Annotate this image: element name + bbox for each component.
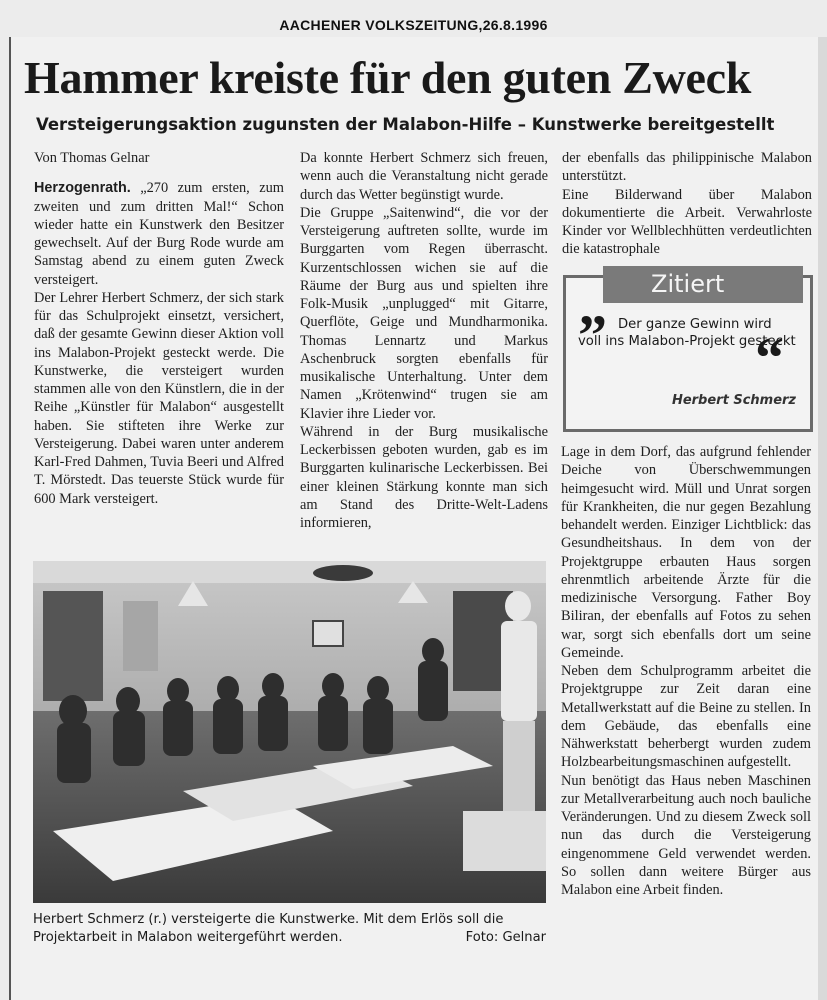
caption-text: Herbert Schmerz (r.) versteigerte die Kunstwerke. Mit dem Erlös soll die Projektarbeit in Malabon weitergeführt werden. <box>33 912 504 945</box>
article-subheadline: Versteigerungsaktion zugunsten der Malabon-Hilfe – Kunstwerke bereitgestellt <box>36 115 775 134</box>
paragraph-7: Eine Bilderwand über Malabon dokumentierte die Arbeit. Verwahrloste Kinder vor Wellblechhütten verdeutlichten die katastrophale <box>562 186 812 258</box>
paragraph-2: Der Lehrer Herbert Schmerz, der sich stark für das Schulprojekt einsetzt, versichert, daß der gesamte Gewinn dieser Aktion voll ins Malabon-Projekt gesteckt werde. Die Kunstwerke, die versteigert wurden stammen alle von den Künstlern, die in der Reihe „Künstler für Malabon“ ausgestellt haben. Sie stifteten ihre Werke zur Versteigerung. Dabei waren unter anderem Karl-Fred Dahmen, Tuvia Beeri und Alfred T. Mörstedt. Das teuerste Stück wurde für 600 Mark versteigert. <box>34 289 284 507</box>
article-column-3-bottom <box>561 443 811 899</box>
quote-text-content: Der ganze Gewinn wird voll ins Malabon-Projekt gesteckt <box>578 317 796 349</box>
article-column-3-top <box>562 149 812 259</box>
source-line: AACHENER VOLKSZEITUNG,26.8.1996 <box>279 17 548 33</box>
paragraph-8: Lage in dem Dorf, das aufgrund fehlender Deiche von Überschwemmungen heimgesucht wird. Müll und Unrat sorgen für Krankheiten, die nur gegen Bezahlung behandelt werden. Einziger Lichtblick: das Gesundheitshaus. In dem von der Projektgruppe erbauten Haus sorgen ehrenmtlich arbeitende Ärzte für die medizinische Versorgung. Father Boy Biliran, der ebenfalls auf Fotos zu sehen war, sorgt sich ebenfalls dort um seine Gemeinde. <box>561 444 811 661</box>
paragraph-3: Da konnte Herbert Schmerz sich freuen, wenn auch die Veranstaltung nicht gerade durch das Wetter begünstigt wurde. <box>300 150 548 203</box>
open-quote-icon: ” <box>578 303 607 368</box>
quote-box <box>563 270 813 432</box>
article-photo <box>33 561 546 903</box>
paragraph-9: Neben dem Schulprogramm arbeitet die Projektgruppe zur Zeit daran eine Metallwerkstatt auf die Beine zu stellen. In dem Gebäude, das ebenfalls eine Nähwerkstatt beherbergt wurden zudem Holzbearbeitungsmaschinen aufgestellt. <box>561 663 811 771</box>
paragraph-1-text: „270 zum ersten, zum zweiten und zum dritten Mal!“ Schon wieder hatte ein Kunstwerk den Besitzer gewechselt. Auf der Burg Rode wurde am Samstag abend zu einem guten Zweck versteigert. <box>34 180 284 288</box>
auction-room-photo <box>33 561 546 903</box>
photo-credit: Foto: Gelnar <box>465 930 546 945</box>
byline: Von Thomas Gelnar <box>34 150 150 166</box>
dateline: Herzogenrath. <box>34 180 131 197</box>
photo-caption <box>33 911 548 947</box>
paragraph-5: Während in der Burg musikalische Leckerbissen geboten wurden, gab es im Burggarten kulinarische Leckerbissen. Bei einer kleinen Stärkung konnte man sich am Stand des Dritte-Welt-Ladens informieren, <box>300 423 548 531</box>
close-quote-icon: “ <box>755 325 784 390</box>
quote-author: Herbert Schmerz <box>671 393 796 408</box>
paragraph-4: Die Gruppe „Saitenwind“, die vor der Versteigerung auftreten sollte, wurde im Burggarten vom Regen überrascht. Kurzentschlossen wichen sie auf die Räume der Burg aus und spielten ihre Folk-Musik „unplugged“ mit Gitarre, Querflöte, Geige und Mundharmonika. Thomas Lennartz und Markus Aschenbruck sorgten ebenfalls für musikalische Unterhaltung. Unter dem Namen „Krötenwind“ trugen sie am Klavier ihre Lieder vor. <box>300 204 548 422</box>
paragraph-1 <box>34 179 284 289</box>
quote-tab-label: Zitiert <box>603 266 803 303</box>
adjacent-page-edge <box>818 37 827 1000</box>
article-column-2 <box>300 149 548 532</box>
paragraph-6: der ebenfalls das philippinische Malabon unterstützt. <box>562 150 812 185</box>
paragraph-10: Nun benötigt das Haus neben Maschinen zur Metallverarbeitung auch noch bauliche Veränderungen. Und zu diesem Zweck soll nun das durch die Versteigerung eingenommene Geld verwendet werden. So sollen dann weitere Bürger aus Malabon eine Arbeit finden. <box>561 772 811 898</box>
article-headline: Hammer kreiste für den guten Zweck <box>24 52 752 103</box>
article-column-1 <box>34 149 284 508</box>
